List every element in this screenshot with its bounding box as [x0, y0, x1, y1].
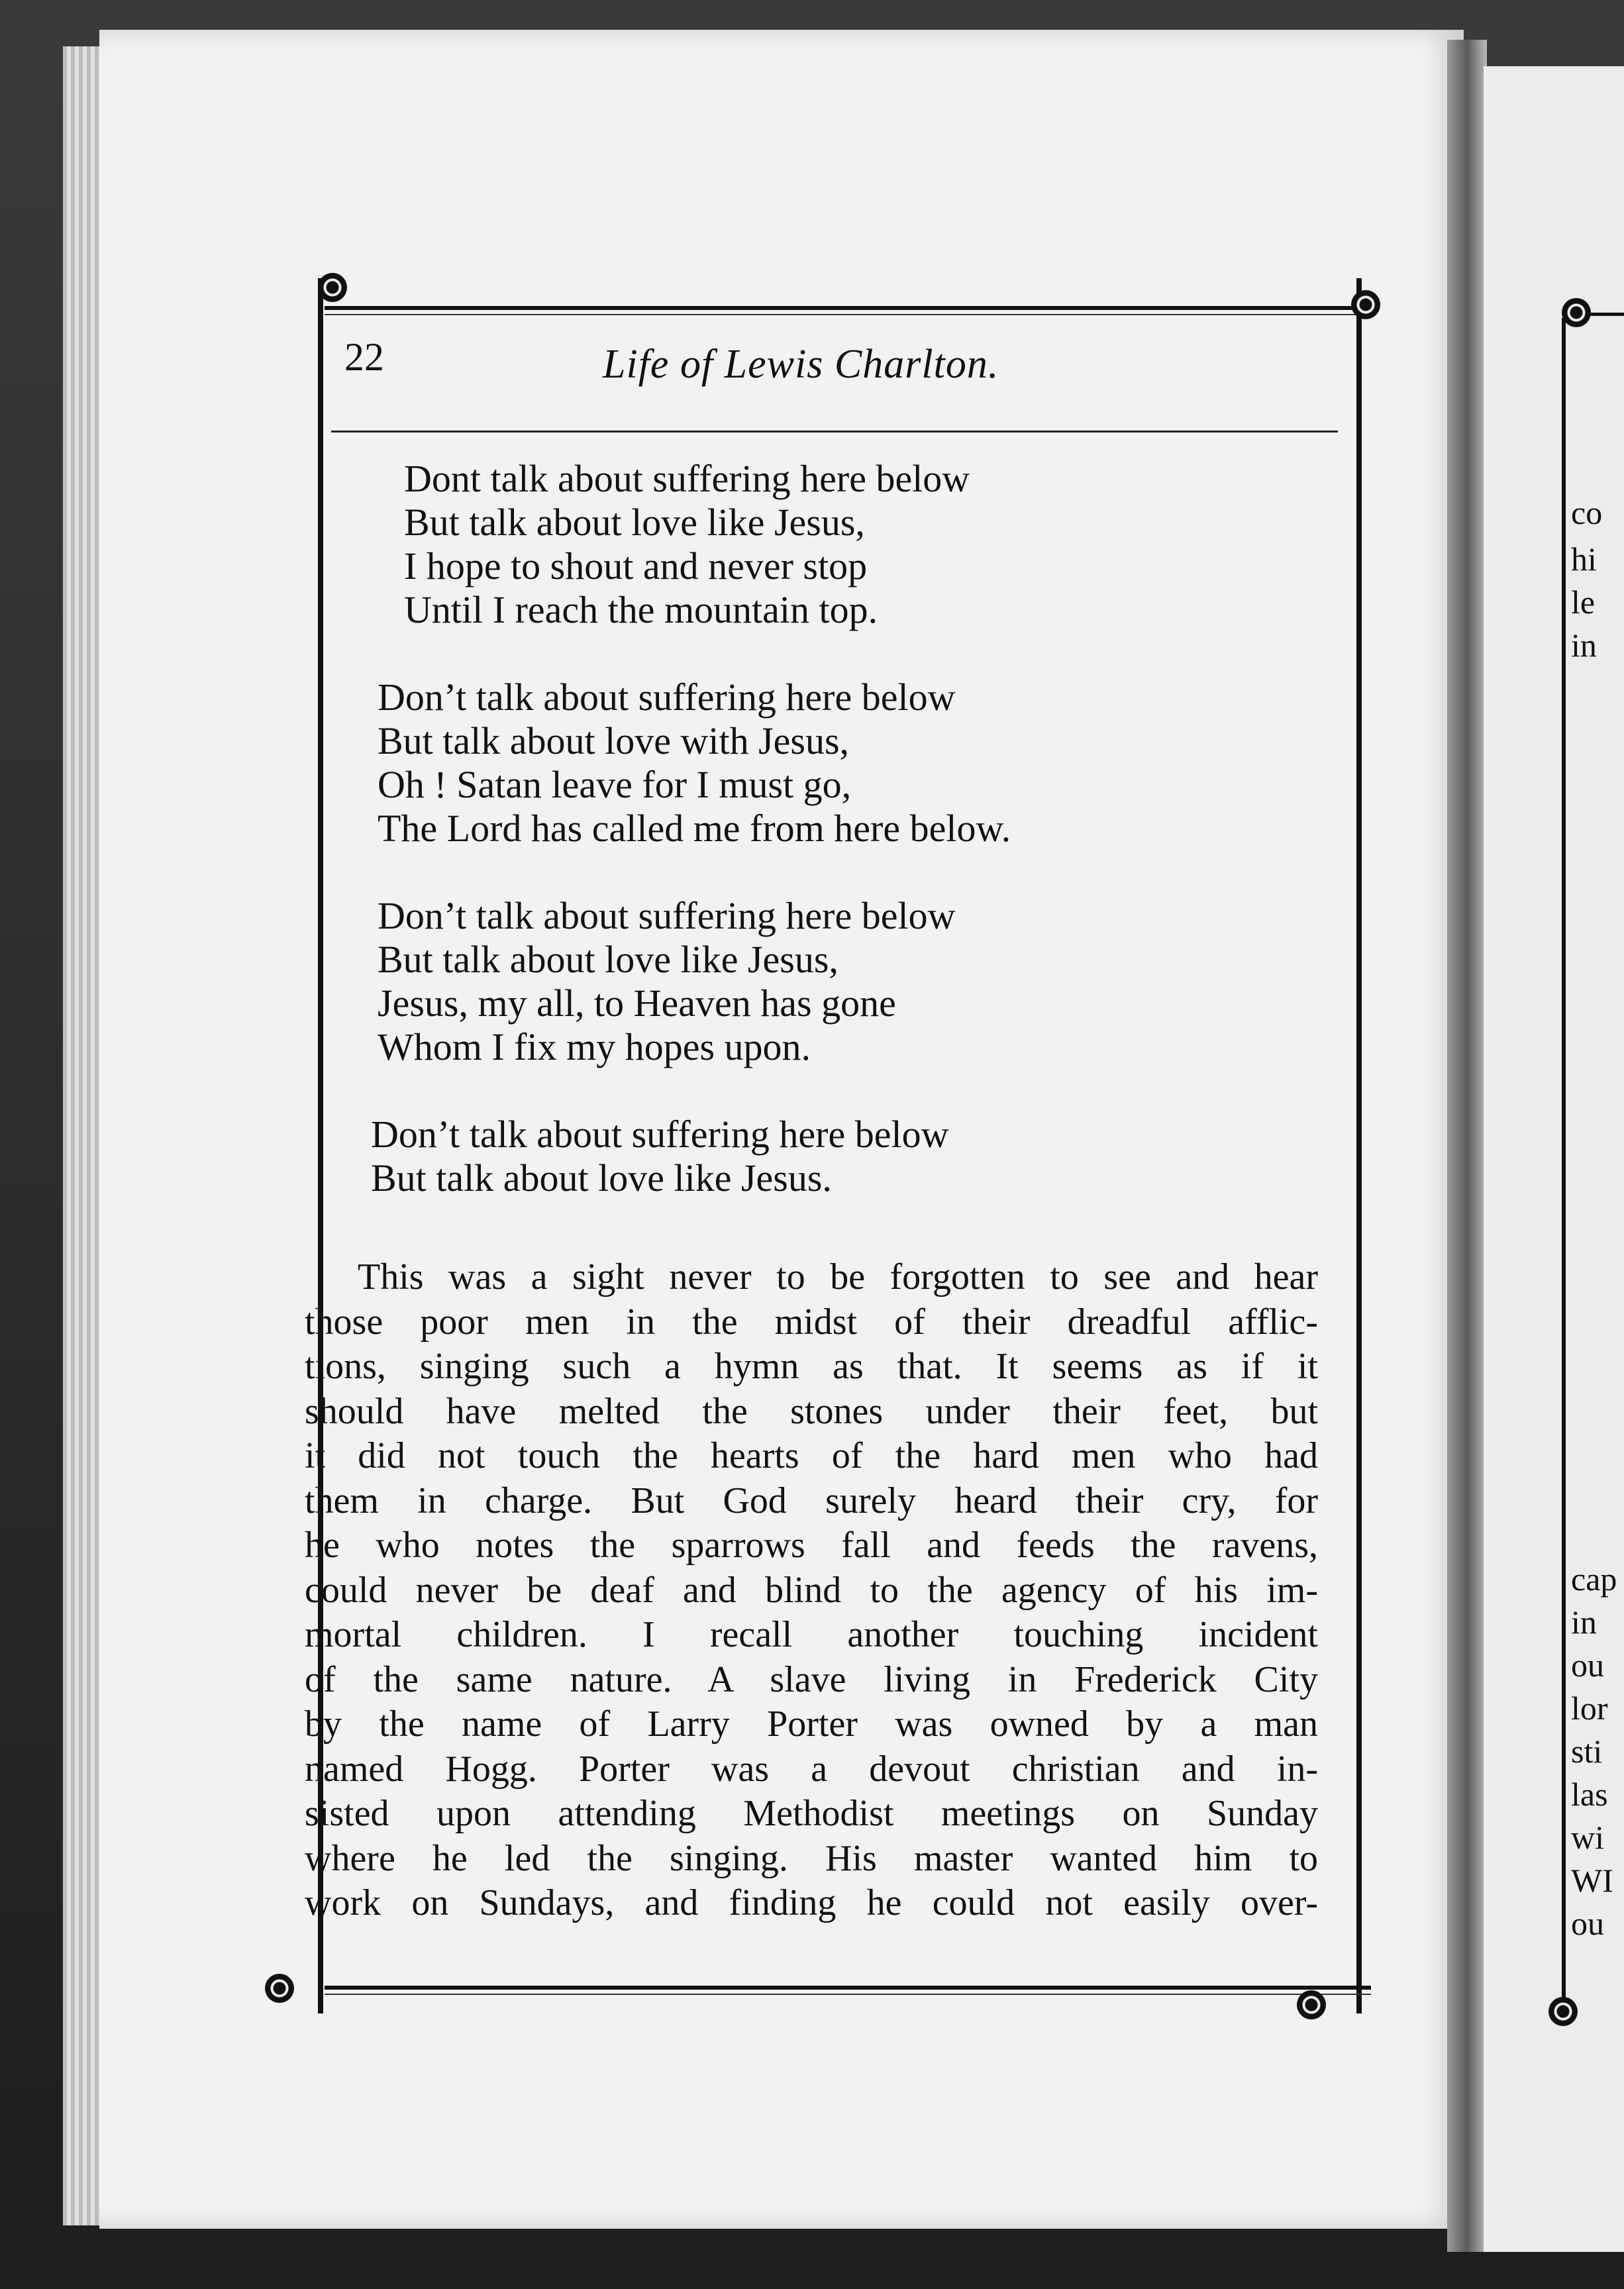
paragraph-line: those poor men in the midst of their dreadful afflic-	[305, 1301, 1318, 1343]
paragraph-line: of the same nature. A slave living in Frederick City	[305, 1658, 1318, 1700]
verse-line: But talk about love with Jesus,	[378, 719, 850, 762]
verse-line: I hope to shout and never stop	[404, 544, 868, 587]
verse-line: Don’t talk about suffering here below	[371, 1113, 949, 1156]
verse-line: But talk about love like Jesus,	[404, 501, 865, 544]
adjacent-page-text: co	[1571, 494, 1603, 531]
running-title: Life of Lewis Charlton.	[603, 342, 999, 387]
adjacent-page-text: sti	[1571, 1733, 1603, 1770]
stanza	[404, 457, 1331, 632]
corner-rosette-icon	[1562, 298, 1591, 327]
paragraph-line: where he led the singing. His master wanted him to	[305, 1837, 1318, 1879]
adjacent-page-frame	[1562, 318, 1566, 2013]
verse-line: Whom I fix my hopes upon.	[378, 1025, 811, 1068]
verse-line: The Lord has called me from here below.	[378, 807, 1011, 850]
stanza	[378, 676, 1331, 850]
adjacent-page-text: WI	[1571, 1862, 1613, 1899]
frame-top-rule	[325, 306, 1371, 310]
paragraph-line: he who notes the sparrows fall and feeds the ravens,	[305, 1525, 1318, 1566]
paragraph-line: should have melted the stones under their feet, but	[305, 1390, 1318, 1432]
verse-line: Dont talk about suffering here below	[404, 457, 970, 500]
paragraph-line: could never be deaf and blind to the agency of his im-	[305, 1569, 1318, 1611]
adjacent-page-text: las	[1571, 1776, 1608, 1813]
paragraph-line: mortal children. I recall another touching incident	[305, 1614, 1318, 1655]
adjacent-page-text: le	[1571, 584, 1596, 621]
paragraph-line: named Hogg. Porter was a devout christian and in-	[305, 1748, 1318, 1790]
stanza	[378, 894, 1331, 1069]
paragraph-line: them in charge. But God surely heard their cry, for	[305, 1480, 1318, 1521]
adjacent-page-text: in	[1571, 627, 1597, 664]
corner-rosette-icon	[265, 1974, 294, 2003]
paragraph-line: it did not touch the hearts of the hard men who had	[305, 1435, 1318, 1476]
corner-rosette-icon	[1297, 1990, 1326, 2019]
paragraph-line: This was a sight never to be forgotten to see and hear	[358, 1256, 1318, 1297]
page-header	[344, 334, 1338, 394]
book-gutter	[1447, 40, 1487, 2252]
adjacent-page-text: hi	[1571, 540, 1597, 578]
verse-line: Until I reach the mountain top.	[404, 588, 878, 631]
page-number: 22	[344, 335, 384, 379]
paragraph-line: by the name of Larry Porter was owned by a man	[305, 1704, 1318, 1745]
adjacent-page-text: ou	[1571, 1905, 1604, 1942]
stanza	[371, 1113, 1331, 1200]
verse-line: Jesus, my all, to Heaven has gone	[378, 982, 896, 1025]
verse-line: Oh ! Satan leave for I must go,	[378, 763, 852, 806]
adjacent-page-text: cap	[1571, 1560, 1617, 1598]
adjacent-page-text: lor	[1571, 1690, 1608, 1727]
frame-bottom-rule	[325, 1986, 1371, 1990]
hymn-verses	[371, 457, 1331, 1244]
body-paragraph	[305, 1255, 1318, 1926]
paragraph-line: sisted upon attending Methodist meetings on Sunday	[305, 1793, 1318, 1834]
corner-rosette-icon	[1351, 290, 1380, 319]
verse-line: But talk about love like Jesus.	[371, 1156, 832, 1199]
header-rule	[331, 431, 1338, 432]
verse-line: But talk about love like Jesus,	[378, 938, 838, 981]
paragraph-line: work on Sundays, and finding he could not easily over-	[305, 1882, 1318, 1923]
adjacent-page-text: ou	[1571, 1647, 1604, 1684]
verse-line: Don’t talk about suffering here below	[378, 894, 956, 937]
verse-line: Don’t talk about suffering here below	[378, 676, 956, 719]
corner-rosette-icon	[318, 273, 347, 302]
adjacent-page-text: in	[1571, 1603, 1597, 1641]
corner-rosette-icon	[1548, 1997, 1578, 2026]
paragraph-line: tions, singing such a hymn as that. It seems as if it	[305, 1346, 1318, 1387]
adjacent-page-text: wi	[1571, 1819, 1604, 1856]
